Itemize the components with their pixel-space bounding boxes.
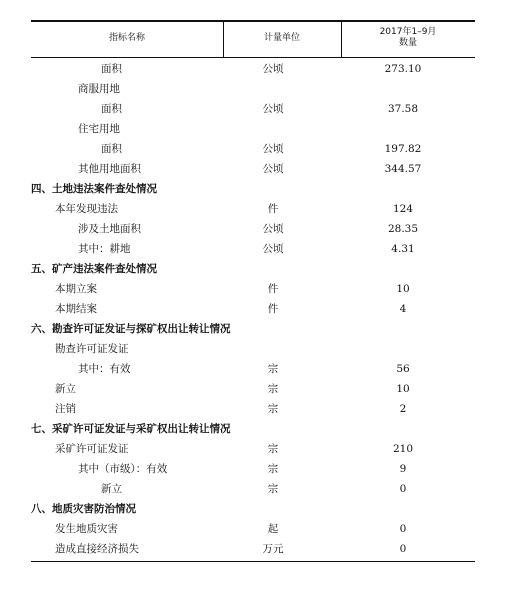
header-indicator-name: 指标名称	[108, 33, 145, 43]
table-row	[31, 519, 475, 539]
unit-cell: 件	[267, 203, 279, 215]
indicator-name: 四、土地违法案件查处情况	[31, 183, 157, 195]
section-header-row	[31, 319, 475, 339]
indicator-name: 涉及土地面积	[78, 223, 141, 235]
unit-cell: 宗	[267, 383, 279, 395]
indicator-name: 发生地质灾害	[55, 523, 118, 535]
indicator-name: 其中（市级）：有效	[78, 463, 168, 475]
indicator-name: 新立	[101, 483, 122, 495]
section-header-row	[31, 259, 475, 279]
table-row	[31, 379, 475, 399]
quantity-cell: 210	[392, 443, 414, 455]
table-row	[31, 339, 475, 359]
quantity-cell: 0	[399, 483, 407, 495]
quantity-cell: 56	[396, 363, 410, 375]
indicator-name: 勘查许可证发证	[55, 343, 129, 355]
indicator-name: 住宅用地	[78, 123, 120, 135]
unit-cell: 宗	[267, 483, 279, 495]
quantity-cell: 124	[392, 203, 414, 215]
indicator-name: 采矿许可证发证	[55, 443, 129, 455]
table-row	[31, 459, 475, 479]
indicator-name: 造成直接经济损失	[55, 543, 139, 555]
quantity-cell: 37.58	[387, 103, 419, 115]
quantity-cell: 4	[399, 303, 407, 315]
indicator-name: 本年发现违法	[55, 203, 118, 215]
table-row	[31, 99, 475, 119]
indicator-name: 其他用地面积	[78, 163, 141, 175]
header-period: 2017年1–9月	[379, 27, 437, 37]
quantity-cell: 10	[396, 283, 410, 295]
unit-cell: 公顷	[262, 103, 284, 115]
indicator-name: 面积	[101, 63, 122, 75]
indicator-name: 其中：耕地	[78, 243, 131, 255]
unit-cell: 件	[267, 303, 279, 315]
table-row	[31, 539, 475, 559]
indicator-name: 七、采矿许可证发证与采矿权出让转让情况	[31, 423, 231, 435]
unit-cell: 公顷	[262, 63, 284, 75]
header-rule	[31, 57, 475, 58]
indicator-name: 商服用地	[78, 83, 120, 95]
section-header-row	[31, 499, 475, 519]
quantity-cell: 10	[396, 383, 410, 395]
indicator-name: 新立	[55, 383, 76, 395]
header-quantity: 数量	[398, 38, 417, 48]
table-row	[31, 59, 475, 79]
indicator-name: 面积	[101, 143, 122, 155]
table-row	[31, 219, 475, 239]
table-row	[31, 399, 475, 419]
quantity-cell: 344.57	[384, 163, 422, 175]
indicator-name: 五、矿产违法案件查处情况	[31, 263, 157, 275]
quantity-cell: 273.10	[384, 63, 422, 75]
table-row	[31, 119, 475, 139]
unit-cell: 宗	[267, 443, 279, 455]
unit-cell: 件	[267, 283, 279, 295]
unit-cell: 公顷	[262, 143, 284, 155]
table-row	[31, 359, 475, 379]
unit-cell: 万元	[262, 543, 284, 555]
quantity-cell: 197.82	[384, 143, 422, 155]
unit-cell: 宗	[267, 463, 279, 475]
indicator-name: 面积	[101, 103, 122, 115]
table-row	[31, 439, 475, 459]
indicator-name: 本期立案	[55, 283, 97, 295]
indicator-name: 八、地质灾害防治情况	[31, 503, 136, 515]
unit-cell: 宗	[267, 403, 279, 415]
indicator-name: 六、勘查许可证发证与探矿权出让转让情况	[31, 323, 231, 335]
table-row	[31, 239, 475, 259]
table-row	[31, 199, 475, 219]
header-unit: 计量单位	[263, 33, 300, 43]
indicator-name: 本期结案	[55, 303, 97, 315]
quantity-cell: 0	[399, 543, 407, 555]
table-row	[31, 299, 475, 319]
table-row	[31, 159, 475, 179]
section-header-row	[31, 419, 475, 439]
table-row	[31, 79, 475, 99]
unit-cell: 公顷	[262, 243, 284, 255]
bottom-rule	[31, 561, 475, 562]
table-row	[31, 139, 475, 159]
quantity-cell: 2	[399, 403, 407, 415]
section-header-row	[31, 179, 475, 199]
top-rule	[31, 20, 475, 22]
quantity-cell: 0	[399, 523, 407, 535]
unit-cell: 公顷	[262, 223, 284, 235]
table-row	[31, 279, 475, 299]
indicator-name: 注销	[55, 403, 76, 415]
quantity-cell: 4.31	[391, 243, 415, 255]
unit-cell: 公顷	[262, 163, 284, 175]
table-row	[31, 479, 475, 499]
unit-cell: 宗	[267, 363, 279, 375]
quantity-cell: 9	[399, 463, 407, 475]
indicator-name: 其中：有效	[78, 363, 131, 375]
unit-cell: 起	[267, 523, 279, 535]
quantity-cell: 28.35	[387, 223, 419, 235]
